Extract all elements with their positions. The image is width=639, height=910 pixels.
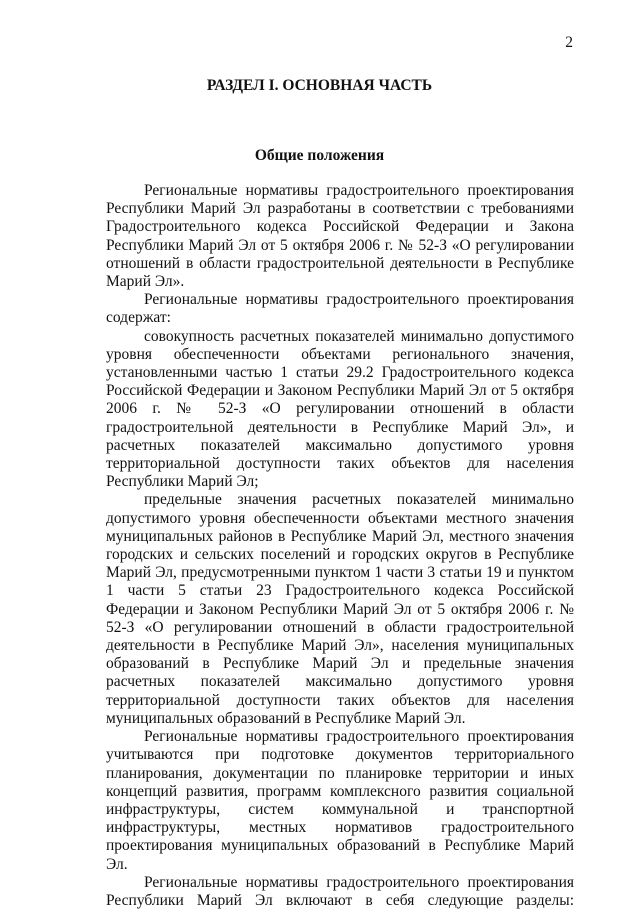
paragraph-contents-lead: Региональные нормативы градостроительного проектирования содержат: [106, 291, 574, 327]
subsection-title: Общие положения [254, 147, 385, 164]
page-number: 2 [565, 34, 573, 51]
section-title: РАЗДЕЛ I. ОСНОВНАЯ ЧАСТЬ [206, 77, 433, 94]
body-text [106, 182, 574, 910]
paragraph-regional-indicators: совокупность расчетных показателей минимально допустимого уровня обеспеченности объектами регионального значения, установленными частью 1 статьи 29.2 Градостроительного кодекса Российской Федерации и Законом Республики Марий Эл от 5 октября 2006 г. № 52-З «О регулировании отношений в области градостроительной деятельности в Республике Марий Эл», и расчетных показателей максимально допустимого уровня территориальной доступности таких объектов для населения Республики Марий Эл; [106, 327, 574, 491]
paragraph-application: Региональные нормативы градостроительного проектирования учитываются при подготовке документов территориального планирования, документации по планировке территории и иных концепций развития, программ комплексного развития социальной инфраструктуры, систем коммунальной и транспортной инфраструктуры, местных нормативов градостроительного проектирования муниципальных образований в Республике Марий Эл. [106, 728, 574, 873]
paragraph-sections-lead: Региональные нормативы градостроительного проектирования Республики Марий Эл включают в себя следующие разделы: [106, 873, 574, 909]
paragraph-local-indicators: предельные значения расчетных показателей минимально допустимого уровня обеспеченности объектами местного значения муниципальных районов в Республике Марий Эл, местного значения городских и сельских поселений и городских округов в Республике Марий Эл, предусмотренными пунктом 1 части 3 статьи 19 и пунктом 1 части 5 статьи 23 Градостроительного кодекса Российской Федерации и Законом Республики Марий Эл от 5 октября 2006 г. № 52-З «О регулировании отношений в области градостроительной деятельности в Республике Марий Эл», населения муниципальных образований в Республике Марий Эл и предельные значения расчетных показателей максимально допустимого уровня территориальной доступности таких объектов для населения муниципальных образований в Республике Марий Эл. [106, 491, 574, 727]
paragraph-intro: Региональные нормативы градостроительного проектирования Республики Марий Эл разработаны в соответствии с требованиями Градостроительного кодекса Российской Федерации и Закона Республики Марий Эл от 5 октября 2006 г. № 52-З «О регулировании отношений в области градостроительной деятельности в Республике Марий Эл». [106, 182, 574, 291]
